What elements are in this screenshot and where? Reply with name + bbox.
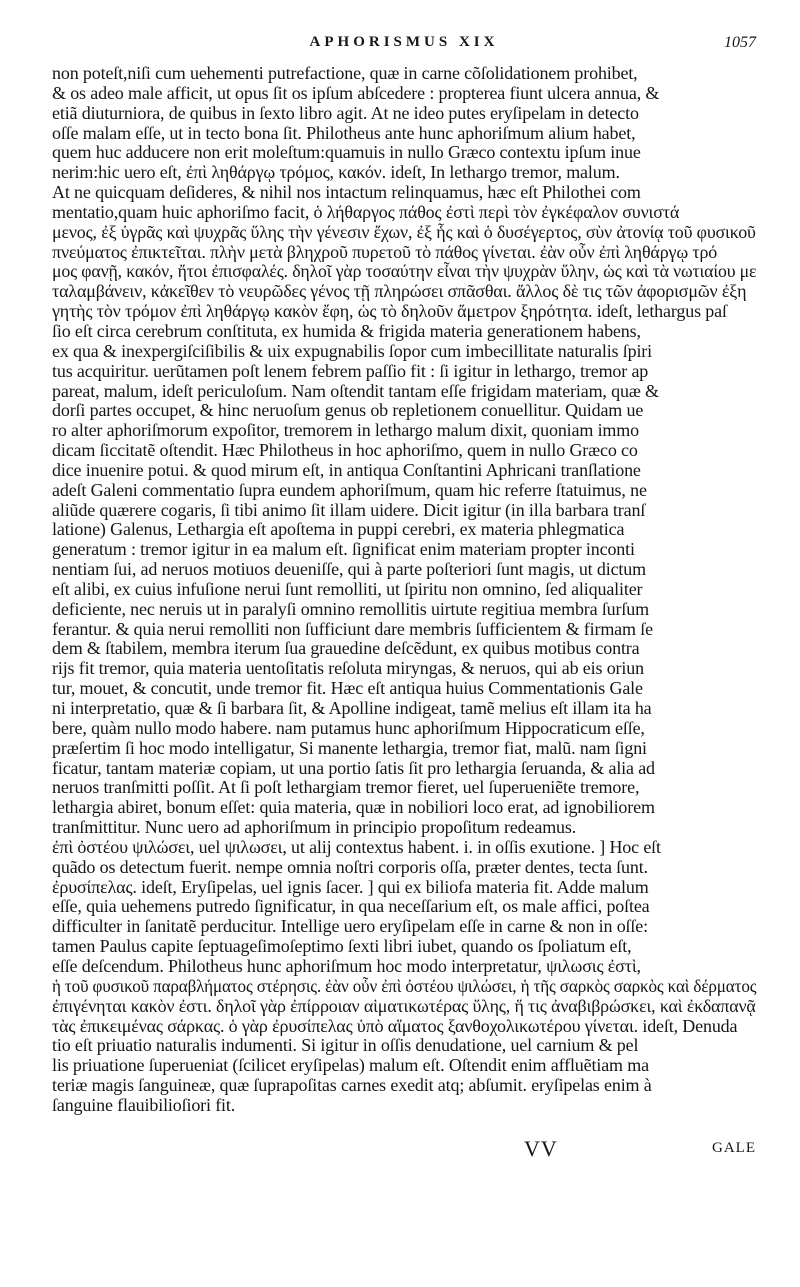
- page-number: 1057: [724, 34, 756, 51]
- text-line: At ne quicquam deſideres, & nihil nos intactum relinquamus, hæc eſt Philothei com: [52, 182, 641, 203]
- text-line: dorſi partes occupet, & hinc neruoſum genus ob repletionem conuellitur. Quidam ue: [52, 400, 644, 421]
- text-line: adeſt Galeni commentatio ſupra eundem aphoriſmum, quam hic referre ſtatuimus, ne: [52, 479, 647, 500]
- text-line: τὰς ἐπικειμένας σάρκας. ὁ γὰρ ἐρυσίπελας ὑπὸ αἵματος ξανθοχολικωτέρου γίνεται. ideſt, Denuda: [52, 1015, 738, 1036]
- text-line: μενος, ἐξ ὑγρᾶς καὶ ψυχρᾶς ὕλης τὴν γένεσιν ἔχων, ἐξ ἧς καὶ ὁ δυσέγερτος, σὺν ἀτονίᾳ τοῦ φυσικοῦ: [52, 221, 756, 242]
- text-line: deficiente, nec neruis ut in paralyſi omnino remollitis uirtute regitiua membra ſurſum: [52, 598, 649, 619]
- text-line: dice inuenire potui. & quod mirum eſt, in antiqua Conſtantini Aphricani tranſlatione: [52, 459, 641, 480]
- signature-mark: VV: [524, 1135, 558, 1161]
- text-line: ταλαμβάνειν, κἀκεῖθεν τὸ νευρῶδες γένος τῇ πληρώσει σπᾶσθαι. ἄλλος δὲ τις τῶν ἀφορισμῶν ἐξη: [52, 281, 747, 302]
- text-line: tus acquiritur. uerũtamen poſt lenem febrem paſſio fit : ſi igitur in lethargo, tremor ap: [52, 360, 649, 381]
- text-line: lethargia abiret, bonum eſſet: quia materia, quæ in nobiliori loco erat, ad ignobiliorem: [52, 797, 655, 818]
- text-line: neruos tranſmitti poſſit. At ſi poſt lethargiam tremor fieret, uel ſuperueniẽte tremore,: [52, 777, 640, 798]
- text-line: latione) Galenus, Lethargia eſt apoſtema in puppi cerebri, ex materia phlegmatica: [52, 519, 625, 540]
- text-line: tamen Paulus capite ſeptuageſimoſeptimo ſexti libri iubet, quando os ſpoliatum eſt,: [52, 936, 632, 957]
- text-line: ἐπὶ ὀστέου ψιλώσει, uel ψιλωσει, ut alij contextus habent. i. in oſſis exutione. ] Hoc eſt: [52, 836, 661, 857]
- text-line: tranſmittitur. Nunc uero ad aphoriſmum in principio propoſitum redeamus.: [52, 817, 577, 838]
- text-line: bere, quàm nullo modo habere. nam putamus hunc aphoriſmum Hippocraticum eſſe,: [52, 717, 645, 738]
- text-line: etiã diuturniora, de quibus in ſexto libro agit. At ne ideo putes eryſipelam in detecto: [52, 102, 639, 123]
- text-line: ficatur, tantam materiæ copiam, ut una portio ſatis ſit pro lethargia ſeruanda, & alia ad: [52, 757, 655, 778]
- text-line: dem & ſtabilem, membra iterum ſua grauedine deſcẽdunt, ex quibus motibus contra: [52, 638, 640, 659]
- text-line: quem huc adducere non erit moleſtum:quamuis in nullo Græco contextu ipſum inue: [52, 142, 641, 163]
- text-line: & os adeo male afficit, ut opus ſit os ipſum abſcedere : propterea fiunt ulcera annua, &: [52, 82, 660, 103]
- text-line: eſſe, quia uehemens putredo ſignificatur, in qua neceſſarium eſt, os male affici, poſtea: [52, 896, 650, 917]
- text-line: nerim:hic uero eſt, ἐπὶ ληθάργῳ τρόμος, κακόν. ideſt, In lethargo tremor, malum.: [52, 162, 620, 183]
- text-line: eſſe deſcendum. Philotheus hunc aphoriſmum hoc modo interpretatur, ψιλωσις ἐστὶ,: [52, 955, 641, 976]
- text-line: quãdo os detectum fuerit. nempe omnia noſtri corporis oſſa, præter dentes, tecta ſunt.: [52, 856, 648, 877]
- text-line: dicam ſiccitatẽ oſtendit. Hæc Philotheus in hoc aphoriſmo, quem in nullo Græco co: [52, 440, 638, 461]
- catchword: GALE: [712, 1139, 756, 1156]
- text-line: præſertim ſi hoc modo intelligatur, Si manente lethargia, tremor fiat, malũ. nam ſigni: [52, 737, 647, 758]
- text-line: rijs fit tremor, quia materia uentoſitatis reſoluta miryngas, & neruos, qui ab eis oriun: [52, 658, 644, 679]
- body-text: [52, 64, 756, 1116]
- text-line: ex qua & inexpergiſciſibilis & uix expugnabilis ſopor cum imbecillitate naturalis ſpiri: [52, 340, 652, 361]
- running-head: [52, 34, 756, 64]
- text-line: ἐπιγένηται κακὸν ἐστι. δηλοῖ γὰρ ἐπίρροιαν αἱματικωτέρας ὕλης, ἥ τις ἀναβιβρώσκει, καὶ ἐκδαπανᾷ: [52, 995, 756, 1016]
- text-line: ἡ τοῦ φυσικοῦ παραβλήματος στέρησις. ἐὰν οὖν ἐπὶ ὀστέου ψιλώσει, ἡ τῆς σαρκὸς σαρκὸς καὶ δέρματος: [52, 975, 757, 996]
- text-line: lis priuatione ſuperueniat (ſcilicet eryſipelas) malum eſt. Oſtendit enim affluẽtiam ma: [52, 1055, 649, 1076]
- text-line: nentiam ſui, ad neruos motiuos deueniſſe, qui à parte poſteriori ſunt magis, ut dictum: [52, 559, 646, 580]
- running-title: APHORISMUS XIX: [309, 34, 499, 50]
- text-line: ἐρυσίπελας. ideſt, Eryſipelas, uel ignis ſacer. ] qui ex biliofa materia fit. Adde malum: [52, 876, 649, 897]
- text-line: πνεύματος ἐπικτεῖται. πλὴν μετὰ βληχροῦ πυρετοῦ τὸ πάθος γίνεται. ἐὰν οὖν ἐπὶ ληθάργῳ τρό: [52, 241, 718, 262]
- text-line: difficulter in ſanitatẽ perducitur. Intellige uero eryſipelam eſſe in carne & non in oſſe:: [52, 916, 648, 937]
- text-line: eſt alibi, ex cuius infuſione nerui ſunt remolliti, ut ſpiritu non omnino, ſed aliqualiter: [52, 578, 643, 599]
- text-line: mentatio,quam huic aphoriſmo facit, ὁ λήθαργος πάθος ἐστὶ περὶ τὸν ἐγκέφαλον συνιστά: [52, 201, 680, 222]
- page-footer: [52, 1136, 756, 1166]
- text-line: tur, mouet, & concutit, unde tremor fit. Hæc eſt antiqua huius Commentationis Gale: [52, 678, 643, 699]
- text-line: ferantur. & quia nerui remolliti non ſufficiunt dare membris ſufficientem & firmam ſe: [52, 618, 653, 639]
- text-line: teriæ magis ſanguineæ, quæ ſuprapoſitas carnes exedit atq; abſumit. eryſipelas enim à: [52, 1075, 652, 1096]
- text-line: aliũde quærere cogaris, ſi tibi animo ſit illam uidere. Dicit igitur (in illa barbara tranſ: [52, 499, 646, 520]
- text-line: oſſe malam eſſe, ut in tecto bona ſit. Philotheus ante hunc aphoriſmum alium habet,: [52, 122, 636, 143]
- text-line: pareat, malum, ideſt periculoſum. Nam oſtendit tantam eſſe frigidam materiam, quæ &: [52, 380, 659, 401]
- text-line: ro alter aphoriſmorum expoſitor, tremorem in lethargo malum dixit, quoniam immo: [52, 420, 639, 441]
- text-line: γητὴς τὸν τρόμον ἐπὶ ληθάργῳ κακὸν ἔφη, ὡς τὸ δηλοῦν ἄμετρον ξηρότητα. ideſt, lethargus paſ: [52, 301, 727, 322]
- text-line: generatum : tremor igitur in ea malum eſt. ſignificat enim materiam propter inconti: [52, 539, 635, 560]
- text-line: ſanguine flauibilioſiori fit.: [52, 1094, 236, 1115]
- text-line: non poteſt,niſi cum uehementi putrefactione, quæ in carne cõſolidationem prohibet,: [52, 63, 638, 83]
- text-line: μος φανῇ, κακόν, ἤτοι ἐπισφαλές. δηλοῖ γὰρ τοσαύτην εἶναι τὴν ψυχρὰν ὕλην, ὡς καὶ τὰ νωτιαίου με: [52, 261, 757, 282]
- text-line: ſio eſt circa cerebrum conſtituta, ex humida & frigida materia generationem habens,: [52, 320, 641, 341]
- text-line: ni interpretatio, quæ & ſi barbara ſit, & Apolline indigeat, tamẽ melius eſt illam ita ha: [52, 698, 652, 718]
- text-line: tio eſt priuatio naturalis indumenti. Si igitur in oſſis denudatione, uel carnium & pel: [52, 1035, 639, 1056]
